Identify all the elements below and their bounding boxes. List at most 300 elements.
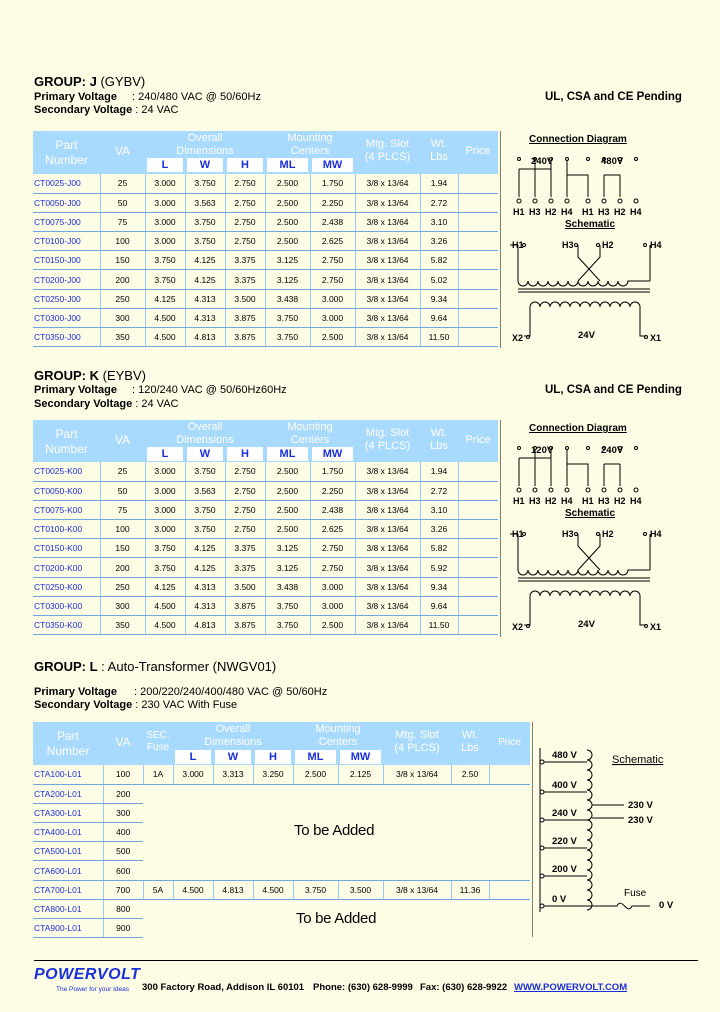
table-cell: 4.500 <box>145 596 185 615</box>
table-cell: 400 <box>103 823 143 842</box>
header-mtg-slot: Mtg. Slot (4 PLCS) <box>394 729 440 754</box>
table-cell: 2.625 <box>310 232 355 251</box>
table-cell: 3/8 x 13/64 <box>355 308 420 327</box>
terminal-dot <box>517 199 521 203</box>
table-cell <box>253 919 293 938</box>
table-cell: 3.750 <box>185 462 225 481</box>
table-cell: 3.125 <box>265 270 310 289</box>
group-k-table <box>33 462 498 635</box>
table-cell <box>213 861 253 880</box>
part-number-cell[interactable]: CTA500-L01 <box>33 842 103 861</box>
part-number-cell[interactable]: CT0200-K00 <box>33 558 100 577</box>
table-cell <box>173 823 213 842</box>
terminal-dot <box>549 488 553 492</box>
terminal-dot <box>523 533 526 536</box>
table-cell: 1.750 <box>310 462 355 481</box>
table-cell: 3/8 x 13/64 <box>355 481 420 500</box>
table-cell: 2.500 <box>293 765 338 784</box>
terminal-label: H4 <box>630 496 642 506</box>
table-cell: 4.500 <box>145 616 185 635</box>
table-cell: 4.313 <box>185 596 225 615</box>
table-cell: 3.563 <box>185 481 225 500</box>
part-number-cell[interactable]: CT0250-K00 <box>33 577 100 596</box>
table-cell: 3.000 <box>310 289 355 308</box>
table-cell: 2.438 <box>310 212 355 231</box>
table-cell: 3.125 <box>265 251 310 270</box>
terminal-label: H1 <box>513 496 525 506</box>
table-cell: 75 <box>100 212 145 231</box>
table-cell: 5.02 <box>420 270 458 289</box>
terminal-dot <box>602 199 606 203</box>
terminal-dot <box>645 625 648 628</box>
part-number-cell[interactable]: CTA900-L01 <box>33 919 103 938</box>
group-j-cert: UL, CSA and CE Pending <box>545 91 682 103</box>
table-cell: 4.125 <box>185 558 225 577</box>
table-cell: 300 <box>100 308 145 327</box>
header-sec-fuse: SEC. Fuse <box>146 730 170 753</box>
table-cell: 5A <box>143 880 173 899</box>
wire <box>592 805 624 818</box>
terminal-dot <box>597 533 600 536</box>
table-cell <box>383 899 451 918</box>
terminal-dot <box>634 199 638 203</box>
price-cell <box>489 842 530 861</box>
table-cell: 3.10 <box>420 212 458 231</box>
table-cell: 3/8 x 13/64 <box>355 520 420 539</box>
table-cell: 3.000 <box>145 212 185 231</box>
header-part-number: Part Number <box>46 729 90 758</box>
terminal-dot <box>587 158 590 161</box>
price-cell <box>458 577 498 596</box>
table-cell: 4.500 <box>173 880 213 899</box>
table-cell <box>173 784 213 803</box>
table-cell: 3/8 x 13/64 <box>355 289 420 308</box>
header-mw: MW <box>340 750 381 764</box>
table-row <box>33 289 498 308</box>
table-cell <box>173 919 213 938</box>
table-cell: 4.313 <box>185 308 225 327</box>
table-cell <box>338 803 383 822</box>
part-number-cell[interactable]: CTA400-L01 <box>33 823 103 842</box>
terminal-dot <box>597 244 600 247</box>
terminal-dot <box>566 447 569 450</box>
table-cell: 2.72 <box>420 193 458 212</box>
price-cell <box>489 803 530 822</box>
price-cell <box>489 861 530 880</box>
table-cell: 3/8 x 13/64 <box>355 500 420 519</box>
table-cell: 3.750 <box>265 596 310 615</box>
table-cell <box>451 842 489 861</box>
group-k-secondary: Secondary Voltage : 24 VAC <box>34 398 179 410</box>
table-cell <box>293 861 338 880</box>
table-cell: 3.750 <box>265 328 310 347</box>
table-cell <box>213 803 253 822</box>
table-cell: 3/8 x 13/64 <box>355 616 420 635</box>
table-cell: 50 <box>100 193 145 212</box>
table-cell <box>338 861 383 880</box>
group-l-table <box>33 765 530 938</box>
table-cell: 3/8 x 13/64 <box>355 558 420 577</box>
table-cell: 3.750 <box>185 520 225 539</box>
table-cell: 2.750 <box>310 558 355 577</box>
table-cell: 3.000 <box>173 765 213 784</box>
table-cell: 2.750 <box>225 232 265 251</box>
terminal-dot <box>565 199 569 203</box>
table-cell: 3.438 <box>265 289 310 308</box>
table-cell: 3.375 <box>225 270 265 289</box>
table-cell: 2.500 <box>265 500 310 519</box>
table-cell: 3.500 <box>225 289 265 308</box>
table-row <box>33 616 498 635</box>
terminal-dot <box>618 199 622 203</box>
price-cell <box>458 270 498 289</box>
table-cell: 3.313 <box>213 765 253 784</box>
header-mtg-slot: Mtg. Slot (4 PLCS) <box>364 427 411 452</box>
schematic-title: Schematic <box>612 754 664 766</box>
table-cell: 1.94 <box>420 462 458 481</box>
part-number-cell[interactable]: CTA300-L01 <box>33 803 103 822</box>
terminal-label: H4 <box>561 496 573 506</box>
table-cell: 11.36 <box>451 880 489 899</box>
table-cell: 2.125 <box>338 765 383 784</box>
terminal-label: H1 <box>512 240 524 250</box>
table-cell: 4.813 <box>185 328 225 347</box>
part-number-cell[interactable]: CT0350-K00 <box>33 616 100 635</box>
table-cell <box>293 803 338 822</box>
part-number-cell[interactable]: CT0250-J00 <box>33 289 100 308</box>
terminal-dot <box>517 488 521 492</box>
fuse-output-label: 0 V <box>659 900 674 911</box>
table-cell <box>253 803 293 822</box>
table-row <box>33 308 498 327</box>
table-cell: 100 <box>100 520 145 539</box>
table-cell: 3.750 <box>185 500 225 519</box>
voltage-left-label: 120V <box>531 445 554 456</box>
price-cell <box>458 212 498 231</box>
footer-website[interactable]: WWW.POWERVOLT.COM <box>514 982 628 993</box>
header-va: VA <box>114 144 131 158</box>
group-l-title: GROUP: L : Auto-Transformer (NWGV01) <box>34 659 277 674</box>
price-cell <box>489 784 530 803</box>
table-cell: 3.875 <box>225 328 265 347</box>
table-cell: 900 <box>103 919 143 938</box>
group-j-connection-diagram <box>500 131 675 348</box>
table-cell: 3.000 <box>310 596 355 615</box>
schematic-title: Schematic <box>565 219 616 230</box>
terminal-dot <box>540 790 544 794</box>
table-cell: 9.64 <box>420 596 458 615</box>
header-l: L <box>147 447 183 461</box>
table-cell: 75 <box>100 500 145 519</box>
table-row <box>33 596 498 615</box>
terminal-label: H3 <box>598 207 610 217</box>
terminal-dot <box>549 199 553 203</box>
header-price: Price <box>465 434 491 446</box>
table-row <box>33 212 498 231</box>
table-cell: 200 <box>103 784 143 803</box>
table-row <box>33 919 530 938</box>
header-w: W <box>187 158 223 172</box>
table-cell: 2.72 <box>420 481 458 500</box>
table-cell: 2.500 <box>265 212 310 231</box>
secondary-voltage-label: 24V <box>578 330 595 341</box>
table-row <box>33 558 498 577</box>
table-cell <box>338 842 383 861</box>
wire <box>510 245 650 281</box>
price-cell <box>489 765 530 784</box>
price-cell <box>489 919 530 938</box>
table-cell <box>213 823 253 842</box>
wire <box>510 534 650 570</box>
table-cell <box>383 803 451 822</box>
table-cell <box>383 784 451 803</box>
part-number-cell[interactable]: CT0100-J00 <box>33 232 100 251</box>
table-cell: 4.125 <box>185 539 225 558</box>
table-cell: 200 <box>100 270 145 289</box>
table-cell: 150 <box>100 539 145 558</box>
table-cell: 2.750 <box>225 193 265 212</box>
part-number-cell[interactable]: CT0300-J00 <box>33 308 100 327</box>
group-l-schematic <box>532 722 692 937</box>
table-row <box>33 861 530 880</box>
footer-address: 300 Factory Road, Addison IL 60101 <box>142 982 305 993</box>
terminal-dot <box>540 846 544 850</box>
header-overall-dimensions: Overall Dimensions <box>204 723 262 748</box>
header-ml: ML <box>267 158 308 172</box>
price-cell <box>458 462 498 481</box>
part-number-cell[interactable]: CT0100-K00 <box>33 520 100 539</box>
group-j-title: GROUP: J (GYBV) <box>34 74 146 89</box>
table-cell: 4.500 <box>145 328 185 347</box>
table-cell <box>451 899 489 918</box>
terminal-dot <box>586 488 590 492</box>
group-j-primary-value: : 240/480 VAC @ 50/60Hz <box>132 91 261 103</box>
header-part-number: Part Number <box>45 427 88 456</box>
part-number-cell[interactable]: CT0075-J00 <box>33 212 100 231</box>
table-cell <box>143 842 173 861</box>
table-cell: 3.438 <box>265 577 310 596</box>
group-k-title: GROUP: K (EYBV) <box>34 368 146 383</box>
table-cell: 2.750 <box>310 251 355 270</box>
terminal-dot <box>523 244 526 247</box>
header-h: H <box>255 750 291 764</box>
part-number-cell[interactable]: CT0050-J00 <box>33 193 100 212</box>
table-cell <box>383 823 451 842</box>
terminal-dot <box>533 488 537 492</box>
table-cell: 2.750 <box>225 174 265 193</box>
fuse-label: Fuse <box>624 888 647 899</box>
terminal-label: X1 <box>650 622 662 632</box>
terminal-label: X1 <box>650 333 662 343</box>
table-cell <box>143 919 173 938</box>
table-cell: 4.313 <box>185 577 225 596</box>
table-cell: 3/8 x 13/64 <box>355 193 420 212</box>
terminal-dot <box>635 447 638 450</box>
table-cell: 9.34 <box>420 289 458 308</box>
table-cell: 3.125 <box>265 539 310 558</box>
table-cell <box>143 861 173 880</box>
header-mounting-centers: Mounting Centers <box>315 723 361 748</box>
table-cell: 9.64 <box>420 308 458 327</box>
terminal-dot <box>518 447 521 450</box>
terminal-label: X2 <box>512 333 524 343</box>
table-cell: 4.500 <box>145 308 185 327</box>
table-cell: 3.000 <box>145 462 185 481</box>
part-number-cell[interactable]: CT0350-J00 <box>33 328 100 347</box>
header-part-number: Part Number <box>45 138 88 167</box>
part-number-cell[interactable]: CT0200-J00 <box>33 270 100 289</box>
part-number-cell[interactable]: CT0025-J00 <box>33 174 100 193</box>
table-cell: 4.813 <box>185 616 225 635</box>
voltage-right-label: 480V <box>601 156 624 167</box>
table-cell: 3.750 <box>145 251 185 270</box>
terminal-dot <box>634 488 638 492</box>
table-row <box>33 462 498 481</box>
output-label-top: 230 V <box>628 800 653 811</box>
header-mw: MW <box>312 158 353 172</box>
terminal-dot <box>575 533 578 536</box>
table-cell: 3/8 x 13/64 <box>355 232 420 251</box>
table-cell <box>173 842 213 861</box>
table-row <box>33 784 530 803</box>
table-cell <box>383 842 451 861</box>
part-number-cell[interactable]: CTA100-L01 <box>33 765 103 784</box>
terminal-label: H3 <box>598 496 610 506</box>
table-cell: 11.50 <box>420 616 458 635</box>
price-cell <box>458 251 498 270</box>
table-cell <box>143 784 173 803</box>
table-cell: 4.500 <box>253 880 293 899</box>
price-cell <box>458 289 498 308</box>
table-cell: 2.500 <box>265 462 310 481</box>
table-cell: 3.000 <box>310 577 355 596</box>
part-number-cell[interactable]: CTA200-L01 <box>33 784 103 803</box>
table-cell: 3.750 <box>293 880 338 899</box>
primary-coil <box>518 281 650 286</box>
table-cell: 3.250 <box>253 765 293 784</box>
table-cell: 3.375 <box>225 251 265 270</box>
group-j-secondary: Secondary Voltage : 24 VAC <box>34 104 179 116</box>
footer-fax: Fax: (630) 628-9922 <box>420 982 508 993</box>
table-cell: 3.10 <box>420 500 458 519</box>
to-be-added-1: To be Added <box>294 822 375 839</box>
table-cell: 3.375 <box>225 539 265 558</box>
part-number-cell[interactable]: CTA700-L01 <box>33 880 103 899</box>
table-cell: 3.750 <box>185 174 225 193</box>
terminal-label: H4 <box>650 240 662 250</box>
table-cell: 2.750 <box>310 270 355 289</box>
part-number-cell[interactable]: CTA600-L01 <box>33 861 103 880</box>
table-cell: 350 <box>100 616 145 635</box>
table-cell: 3/8 x 13/64 <box>355 539 420 558</box>
powervolt-logo: POWERVOLT <box>34 966 141 983</box>
table-cell: 2.750 <box>225 481 265 500</box>
terminal-dot <box>618 488 622 492</box>
group-l-primary: Primary Voltage <box>34 686 117 698</box>
table-cell <box>143 803 173 822</box>
secondary-coil <box>530 591 640 596</box>
table-cell: 600 <box>103 861 143 880</box>
table-cell: 2.500 <box>265 193 310 212</box>
logo-tagline: The Power for your Ideas <box>56 986 129 993</box>
part-number-cell[interactable]: CTA800-L01 <box>33 899 103 918</box>
table-cell: 3.000 <box>145 500 185 519</box>
header-ml: ML <box>295 750 336 764</box>
table-cell <box>451 823 489 842</box>
part-number-cell[interactable]: CT0300-K00 <box>33 596 100 615</box>
terminal-dot <box>527 625 530 628</box>
terminal-dot <box>635 158 638 161</box>
table-cell: 3.875 <box>225 616 265 635</box>
table-row <box>33 174 498 193</box>
table-cell: 1A <box>143 765 173 784</box>
price-cell <box>489 880 530 899</box>
table-cell: 3.000 <box>145 481 185 500</box>
table-cell: 3.750 <box>185 212 225 231</box>
table-cell: 3.375 <box>225 558 265 577</box>
table-row <box>33 193 498 212</box>
terminal-label: H3 <box>562 529 574 539</box>
table-cell: 100 <box>100 232 145 251</box>
part-number-cell[interactable]: CT0075-K00 <box>33 500 100 519</box>
price-cell <box>458 558 498 577</box>
table-cell: 4.813 <box>213 880 253 899</box>
table-cell: 2.250 <box>310 193 355 212</box>
header-va: VA <box>114 433 131 447</box>
table-cell: 3/8 x 13/64 <box>355 212 420 231</box>
terminal-label: H3 <box>529 207 541 217</box>
table-cell: 3.500 <box>338 880 383 899</box>
part-number-cell[interactable]: CT0150-J00 <box>33 251 100 270</box>
table-cell: 2.625 <box>310 520 355 539</box>
price-cell <box>458 232 498 251</box>
header-l: L <box>147 158 183 172</box>
table-cell: 3/8 x 13/64 <box>383 765 451 784</box>
table-cell: 3/8 x 13/64 <box>355 328 420 347</box>
group-k-primary: Primary Voltage <box>34 384 117 396</box>
header-weight: Wt. Lbs <box>430 138 448 163</box>
table-cell: 3/8 x 13/64 <box>355 577 420 596</box>
terminal-dot <box>565 488 569 492</box>
table-cell <box>253 784 293 803</box>
price-cell <box>458 500 498 519</box>
table-row <box>33 577 498 596</box>
table-cell: 5.82 <box>420 539 458 558</box>
part-number-cell[interactable]: CT0025-K00 <box>33 462 100 481</box>
table-cell: 2.750 <box>225 212 265 231</box>
terminal-dot <box>527 336 530 339</box>
tap-label: 200 V <box>552 864 577 875</box>
group-j-table <box>33 174 498 347</box>
tap-label: 240 V <box>552 808 577 819</box>
table-row <box>33 765 530 784</box>
terminal-dot <box>586 199 590 203</box>
part-number-cell[interactable]: CT0150-K00 <box>33 539 100 558</box>
terminal-label: X2 <box>512 622 524 632</box>
table-cell: 4.125 <box>185 251 225 270</box>
table-cell: 3.000 <box>145 232 185 251</box>
table-cell: 3.563 <box>185 193 225 212</box>
table-row <box>33 328 498 347</box>
header-va: VA <box>115 735 131 749</box>
tap-label: 220 V <box>552 836 577 847</box>
part-number-cell[interactable]: CT0050-K00 <box>33 481 100 500</box>
table-cell: 5.92 <box>420 558 458 577</box>
terminal-label: H1 <box>582 496 594 506</box>
terminal-label: H2 <box>602 529 614 539</box>
table-row <box>33 880 530 899</box>
terminal-label: H3 <box>562 240 574 250</box>
